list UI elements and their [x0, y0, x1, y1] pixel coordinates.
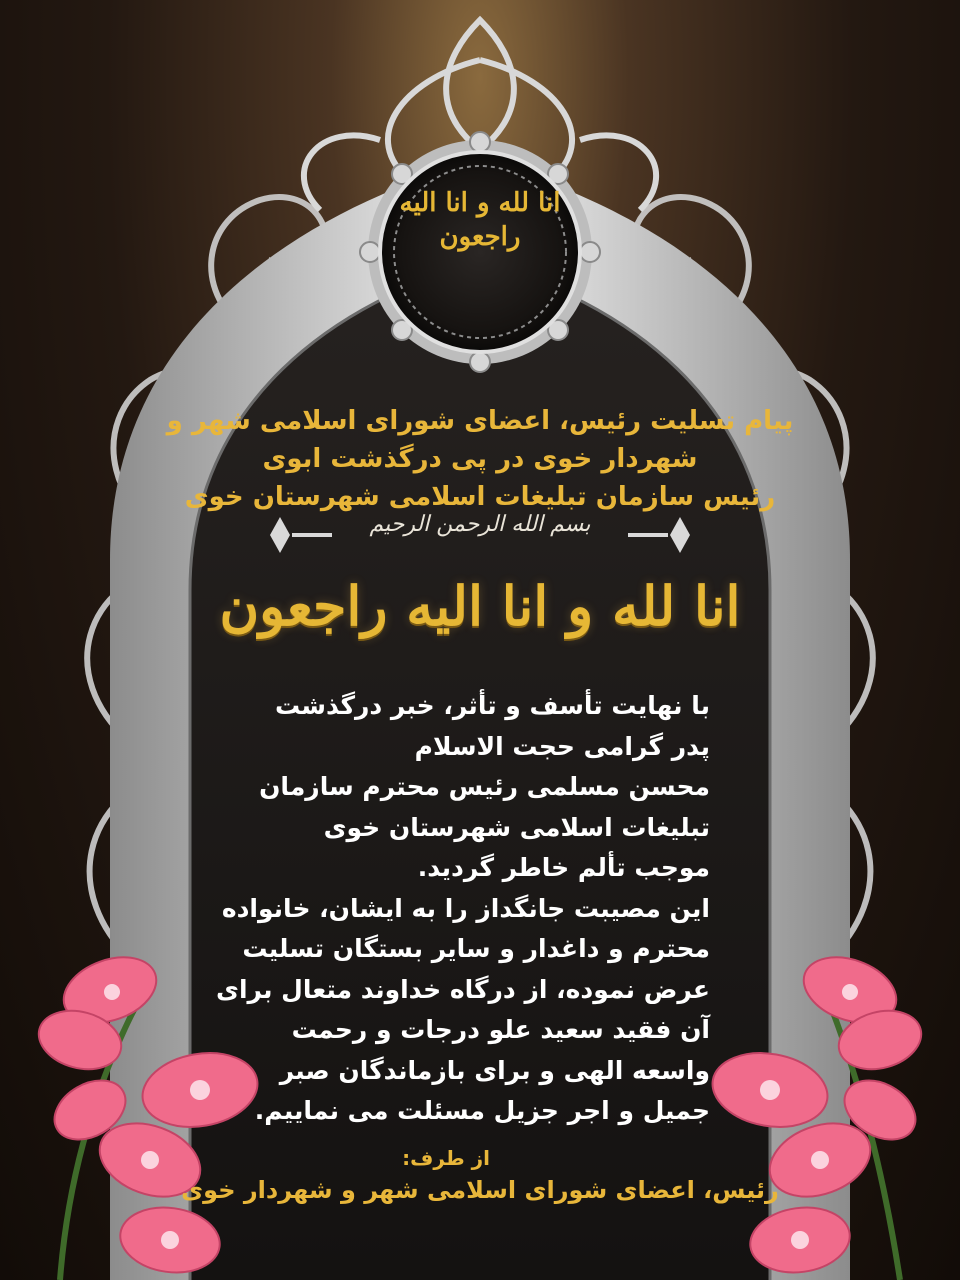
medallion-line-1: انا لله و انا الیه — [399, 188, 561, 218]
body-line: موجب تألم خاطر گردید. — [417, 853, 710, 882]
medallion-line-2: راجعون — [439, 222, 521, 252]
header-line-3: رئیس سازمان تبلیغات اسلامی شهرستان خوی — [184, 482, 776, 512]
body-line: محسن مسلمی رئیس محترم سازمان — [259, 772, 710, 801]
body-line: با نهایت تأسف و تأثر، خبر درگذشت — [274, 691, 710, 720]
header-title — [0, 402, 960, 516]
body-line: تبلیغات اسلامی شهرستان خوی — [323, 812, 710, 842]
bismillah: بسم الله الرحمن الرحیم — [369, 512, 591, 537]
body-line: جمیل و اجر جزیل مسئلت می نماییم. — [254, 1096, 710, 1125]
body-line: پدر گرامی حجت الاسلام — [414, 731, 710, 761]
headline-calligraphy: انا لله و انا الیه راجعون — [219, 574, 741, 638]
condolence-body — [216, 686, 710, 1132]
header-line-2: شهردار خوی در پی درگذشت ابوی — [262, 444, 698, 474]
body-line: واسعه الهی و برای بازماندگان صبر — [279, 1055, 710, 1085]
signature-name: رئیس، اعضای شورای اسلامی شهر و شهردار خوی — [181, 1176, 779, 1204]
header-line-1: پیام تسلیت رئیس، اعضای شورای اسلامی شهر و — [166, 406, 794, 436]
body-line: این مصیبت جانگداز را به ایشان، خانواده — [221, 893, 710, 923]
body-line: محترم و داغدار و سایر بستگان تسلیت — [242, 934, 710, 963]
body-line: آن فقید سعید علو درجات و رحمت — [291, 1015, 710, 1044]
body-line: عرض نموده، از درگاه خداوند متعال برای — [216, 974, 710, 1004]
signature-label: از طرف: — [402, 1146, 490, 1170]
medallion-calligraphy — [380, 186, 580, 306]
